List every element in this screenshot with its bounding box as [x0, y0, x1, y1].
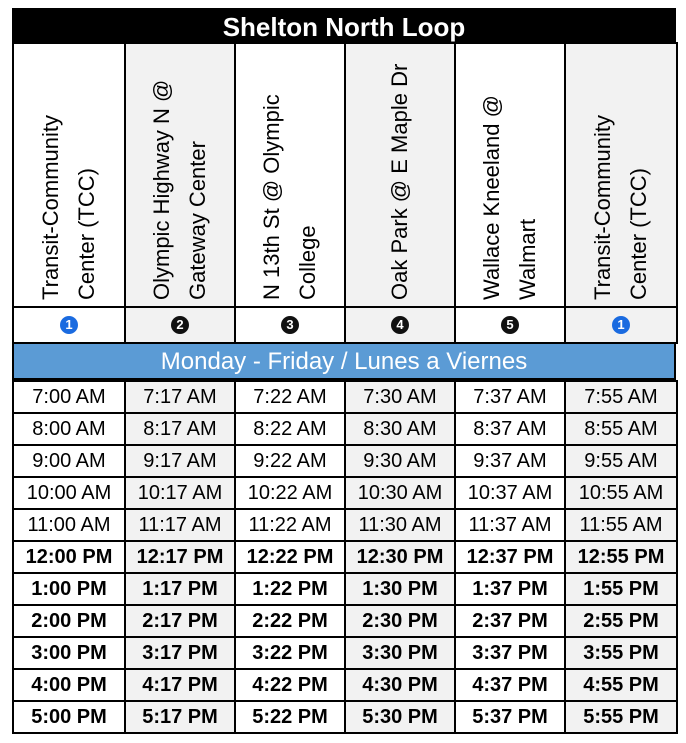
departure-time: 8:55 AM	[565, 413, 677, 445]
departure-time: 4:22 PM	[235, 669, 345, 701]
departure-time: 9:17 AM	[125, 445, 235, 477]
stop-number-cell	[565, 307, 677, 343]
departure-time: 10:00 AM	[13, 477, 125, 509]
table-row	[13, 701, 677, 733]
departure-time: 9:22 AM	[235, 445, 345, 477]
departure-time: 10:17 AM	[125, 477, 235, 509]
departure-time: 5:22 PM	[235, 701, 345, 733]
departure-time: 11:22 AM	[235, 509, 345, 541]
stop-number-cell	[235, 307, 345, 343]
departure-time: 12:37 PM	[455, 541, 565, 573]
stop-number-badge: 5	[501, 316, 519, 334]
departure-time: 8:22 AM	[235, 413, 345, 445]
departure-time: 4:30 PM	[345, 669, 455, 701]
departure-time: 3:37 PM	[455, 637, 565, 669]
departure-time: 12:30 PM	[345, 541, 455, 573]
departure-time: 5:37 PM	[455, 701, 565, 733]
departure-time: 10:30 AM	[345, 477, 455, 509]
departure-time: 1:30 PM	[345, 573, 455, 605]
departure-time: 4:17 PM	[125, 669, 235, 701]
table-row	[13, 541, 677, 573]
departure-time: 9:55 AM	[565, 445, 677, 477]
departure-time: 8:17 AM	[125, 413, 235, 445]
departure-time: 12:22 PM	[235, 541, 345, 573]
stop-name: Wallace Kneeland @ Walmart	[479, 95, 540, 300]
departure-time: 7:22 AM	[235, 381, 345, 413]
stop-number-badge: 1	[60, 316, 78, 334]
stop-name: Olympic Highway N @ Gateway Center	[149, 79, 210, 300]
route-title: Shelton North Loop	[12, 8, 676, 42]
schedule	[12, 8, 676, 734]
table-row	[13, 573, 677, 605]
table-row	[13, 605, 677, 637]
table-row	[13, 413, 677, 445]
departure-time: 1:55 PM	[565, 573, 677, 605]
departure-time: 11:17 AM	[125, 509, 235, 541]
departure-time: 11:37 AM	[455, 509, 565, 541]
departure-time: 4:37 PM	[455, 669, 565, 701]
departure-time: 1:17 PM	[125, 573, 235, 605]
departure-time: 12:00 PM	[13, 541, 125, 573]
departure-time: 4:00 PM	[13, 669, 125, 701]
stop-name-cell	[125, 43, 235, 307]
stop-name-cell	[345, 43, 455, 307]
departure-time: 5:55 PM	[565, 701, 677, 733]
departure-time: 5:17 PM	[125, 701, 235, 733]
departure-time: 7:30 AM	[345, 381, 455, 413]
stop-number-badge: 3	[281, 316, 299, 334]
table-row	[13, 381, 677, 413]
table-row	[13, 637, 677, 669]
departure-time: 2:17 PM	[125, 605, 235, 637]
departure-time: 3:55 PM	[565, 637, 677, 669]
departure-time: 3:22 PM	[235, 637, 345, 669]
departure-time: 8:30 AM	[345, 413, 455, 445]
departure-time: 9:37 AM	[455, 445, 565, 477]
departure-time: 12:17 PM	[125, 541, 235, 573]
stop-name: Transit-Community Center (TCC)	[38, 115, 99, 300]
departure-time: 1:00 PM	[13, 573, 125, 605]
table-row	[13, 477, 677, 509]
departure-time: 2:22 PM	[235, 605, 345, 637]
departure-time: 3:00 PM	[13, 637, 125, 669]
departure-time: 2:30 PM	[345, 605, 455, 637]
departure-time: 7:55 AM	[565, 381, 677, 413]
departure-time: 3:30 PM	[345, 637, 455, 669]
stop-number-cell	[125, 307, 235, 343]
departure-time: 5:30 PM	[345, 701, 455, 733]
departure-time: 2:00 PM	[13, 605, 125, 637]
stop-number-cell	[345, 307, 455, 343]
departure-time: 11:55 AM	[565, 509, 677, 541]
stop-number-cell	[455, 307, 565, 343]
departure-time: 5:00 PM	[13, 701, 125, 733]
table-row	[13, 509, 677, 541]
departure-time: 1:37 PM	[455, 573, 565, 605]
departure-time: 10:55 AM	[565, 477, 677, 509]
departure-time: 1:22 PM	[235, 573, 345, 605]
departure-time: 11:30 AM	[345, 509, 455, 541]
departure-time: 3:17 PM	[125, 637, 235, 669]
stop-number-badge: 4	[391, 316, 409, 334]
departure-time: 11:00 AM	[13, 509, 125, 541]
departure-time: 10:22 AM	[235, 477, 345, 509]
departure-time: 9:30 AM	[345, 445, 455, 477]
departure-time: 8:00 AM	[13, 413, 125, 445]
departure-time: 7:00 AM	[13, 381, 125, 413]
times-table	[12, 380, 678, 734]
stop-name-cell	[235, 43, 345, 307]
departure-time: 2:55 PM	[565, 605, 677, 637]
service-days-banner: Monday - Friday / Lunes a Viernes	[12, 344, 676, 380]
table-row	[13, 669, 677, 701]
departure-time: 4:55 PM	[565, 669, 677, 701]
departure-time: 10:37 AM	[455, 477, 565, 509]
stop-number-badge: 2	[171, 316, 189, 334]
table-row	[13, 445, 677, 477]
departure-time: 7:37 AM	[455, 381, 565, 413]
stop-name: Transit-Community Center (TCC)	[590, 115, 651, 300]
departure-time: 8:37 AM	[455, 413, 565, 445]
stops-header	[12, 42, 678, 344]
stop-name: Oak Park @ E Maple Dr	[387, 63, 412, 300]
stop-name: N 13th St @ Olympic College	[259, 94, 320, 300]
departure-time: 2:37 PM	[455, 605, 565, 637]
stop-name-cell	[565, 43, 677, 307]
stop-name-cell	[455, 43, 565, 307]
departure-time: 7:17 AM	[125, 381, 235, 413]
stop-number-badge: 1	[612, 316, 630, 334]
departure-time: 9:00 AM	[13, 445, 125, 477]
stop-name-cell	[13, 43, 125, 307]
departure-time: 12:55 PM	[565, 541, 677, 573]
stop-number-cell	[13, 307, 125, 343]
